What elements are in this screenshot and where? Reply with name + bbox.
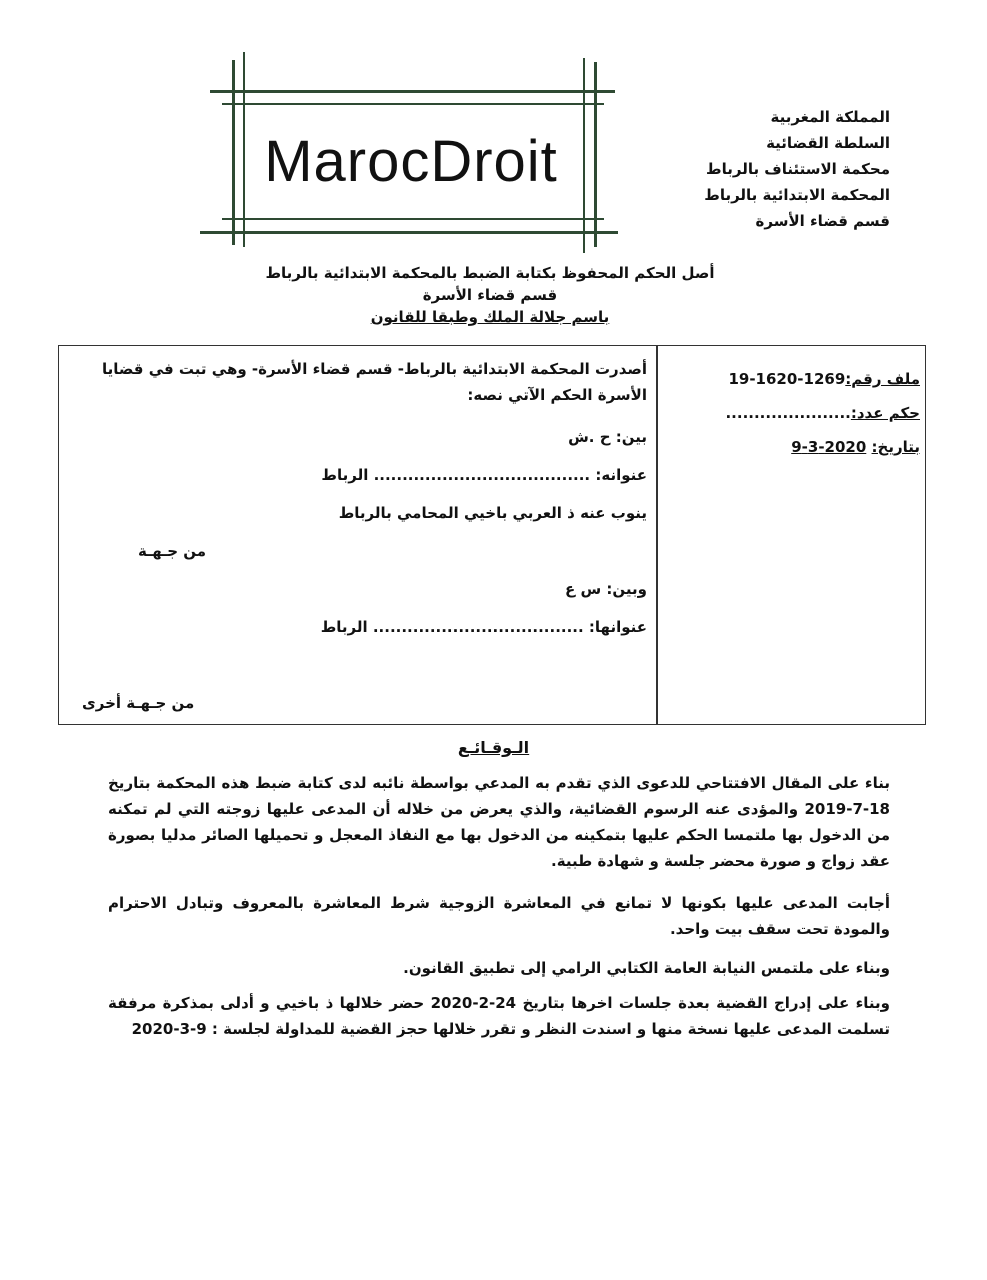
party-1-lawyer: ينوب عنه ذ العربي باخيي المحامي بالرباط <box>338 504 647 522</box>
facts-paragraph-3: وبناء على ملتمس النيابة العامة الكتابي الرامي إلى تطبيق القانون. <box>403 959 890 977</box>
court-header <box>590 104 890 234</box>
title-line-3: باسم جلالة الملك وطبقا للقانون <box>370 308 610 326</box>
party-2-side: من جـهـة أخرى <box>82 694 195 712</box>
file-number: 1269-1620-19 <box>728 370 846 388</box>
facts-paragraph-1: بناء على المقال الافتتاحي للدعوى الذي تقدم به المدعي بواسطة نائبه لدى كتابة ضبط هذه المحكمة بتاريخ 18-7-2019 والمؤدى عنه الرسوم القضائية، والذي يعرض من خلاله أن المدعى عليها زوجته التي لم تمكنه من الدخول بها ملتمسا الحكم عليها بتمكينه من الدخول بها مع النفاذ المعجل و تحميلها الصائر مدليا بصورة عقد زواج و صورة محضر جلسة و شهادة طبية. <box>108 774 890 870</box>
header-judicial-authority: السلطة القضائية <box>766 134 890 152</box>
date-row <box>690 430 920 464</box>
party-2-address: عنوانها: ..................................... الرباط <box>320 618 647 636</box>
title-line-2: قسم قضاء الأسرة <box>422 286 558 304</box>
facts-heading: الـوقـائـع <box>457 738 530 757</box>
parties-intro: أصدرت المحكمة الابتدائية بالرباط- قسم قضاء الأسرة- وهي تبت في قضايا الأسرة الحكم الآتي نصه: <box>101 360 647 404</box>
header-family-section: قسم قضاء الأسرة <box>755 212 890 230</box>
file-label: ملف رقم: <box>845 370 920 388</box>
party-2-name: وبين: س ع <box>565 580 647 598</box>
logo-text: MarocDroit <box>264 129 558 194</box>
judgment-date: 2020-3-9 <box>791 438 867 456</box>
party-1-address: عنوانه: ...................................... الرباط <box>321 466 647 484</box>
party-1-side: من جـهـة <box>138 542 207 560</box>
judgment-label: حكم عدد: <box>850 404 920 422</box>
header-kingdom: المملكة المغربية <box>770 108 890 126</box>
judgment-number-row <box>690 396 920 430</box>
header-appeal-court: محكمة الاستئناف بالرباط <box>706 160 890 178</box>
facts-paragraph-4: وبناء على إدراج القضية بعدة جلسات اخرها بتاريخ 24-2-2020 حضر خلالها ذ باخيي و أدلى بمذكرة مرفقة تسلمت المدعى عليها نسخة منها و اسندت النظر و تقرر خلالها حجز القضية للمداولة لجلسة : 9-3-2020 <box>108 994 890 1038</box>
facts-paragraph-2: أجابت المدعى عليها بكونها لا تمانع في المعاشرة الزوجية شرط المعاشرة بالمعروف وتبادل الاحترام والمودة تحت سقف بيت واحد. <box>108 894 890 938</box>
header-first-instance-court: المحكمة الابتدائية بالرباط <box>704 186 890 204</box>
case-reference <box>690 362 920 464</box>
frame-divider <box>656 345 658 725</box>
judgment-number: ...................... <box>725 404 851 422</box>
party-1-name: بين: ح .ش <box>568 428 647 446</box>
date-label: بتاريخ: <box>871 438 920 456</box>
title-line-1: أصل الحكم المحفوظ بكتابة الضبط بالمحكمة الابتدائية بالرباط <box>265 264 715 282</box>
file-number-row <box>690 362 920 396</box>
document-title <box>250 262 730 328</box>
